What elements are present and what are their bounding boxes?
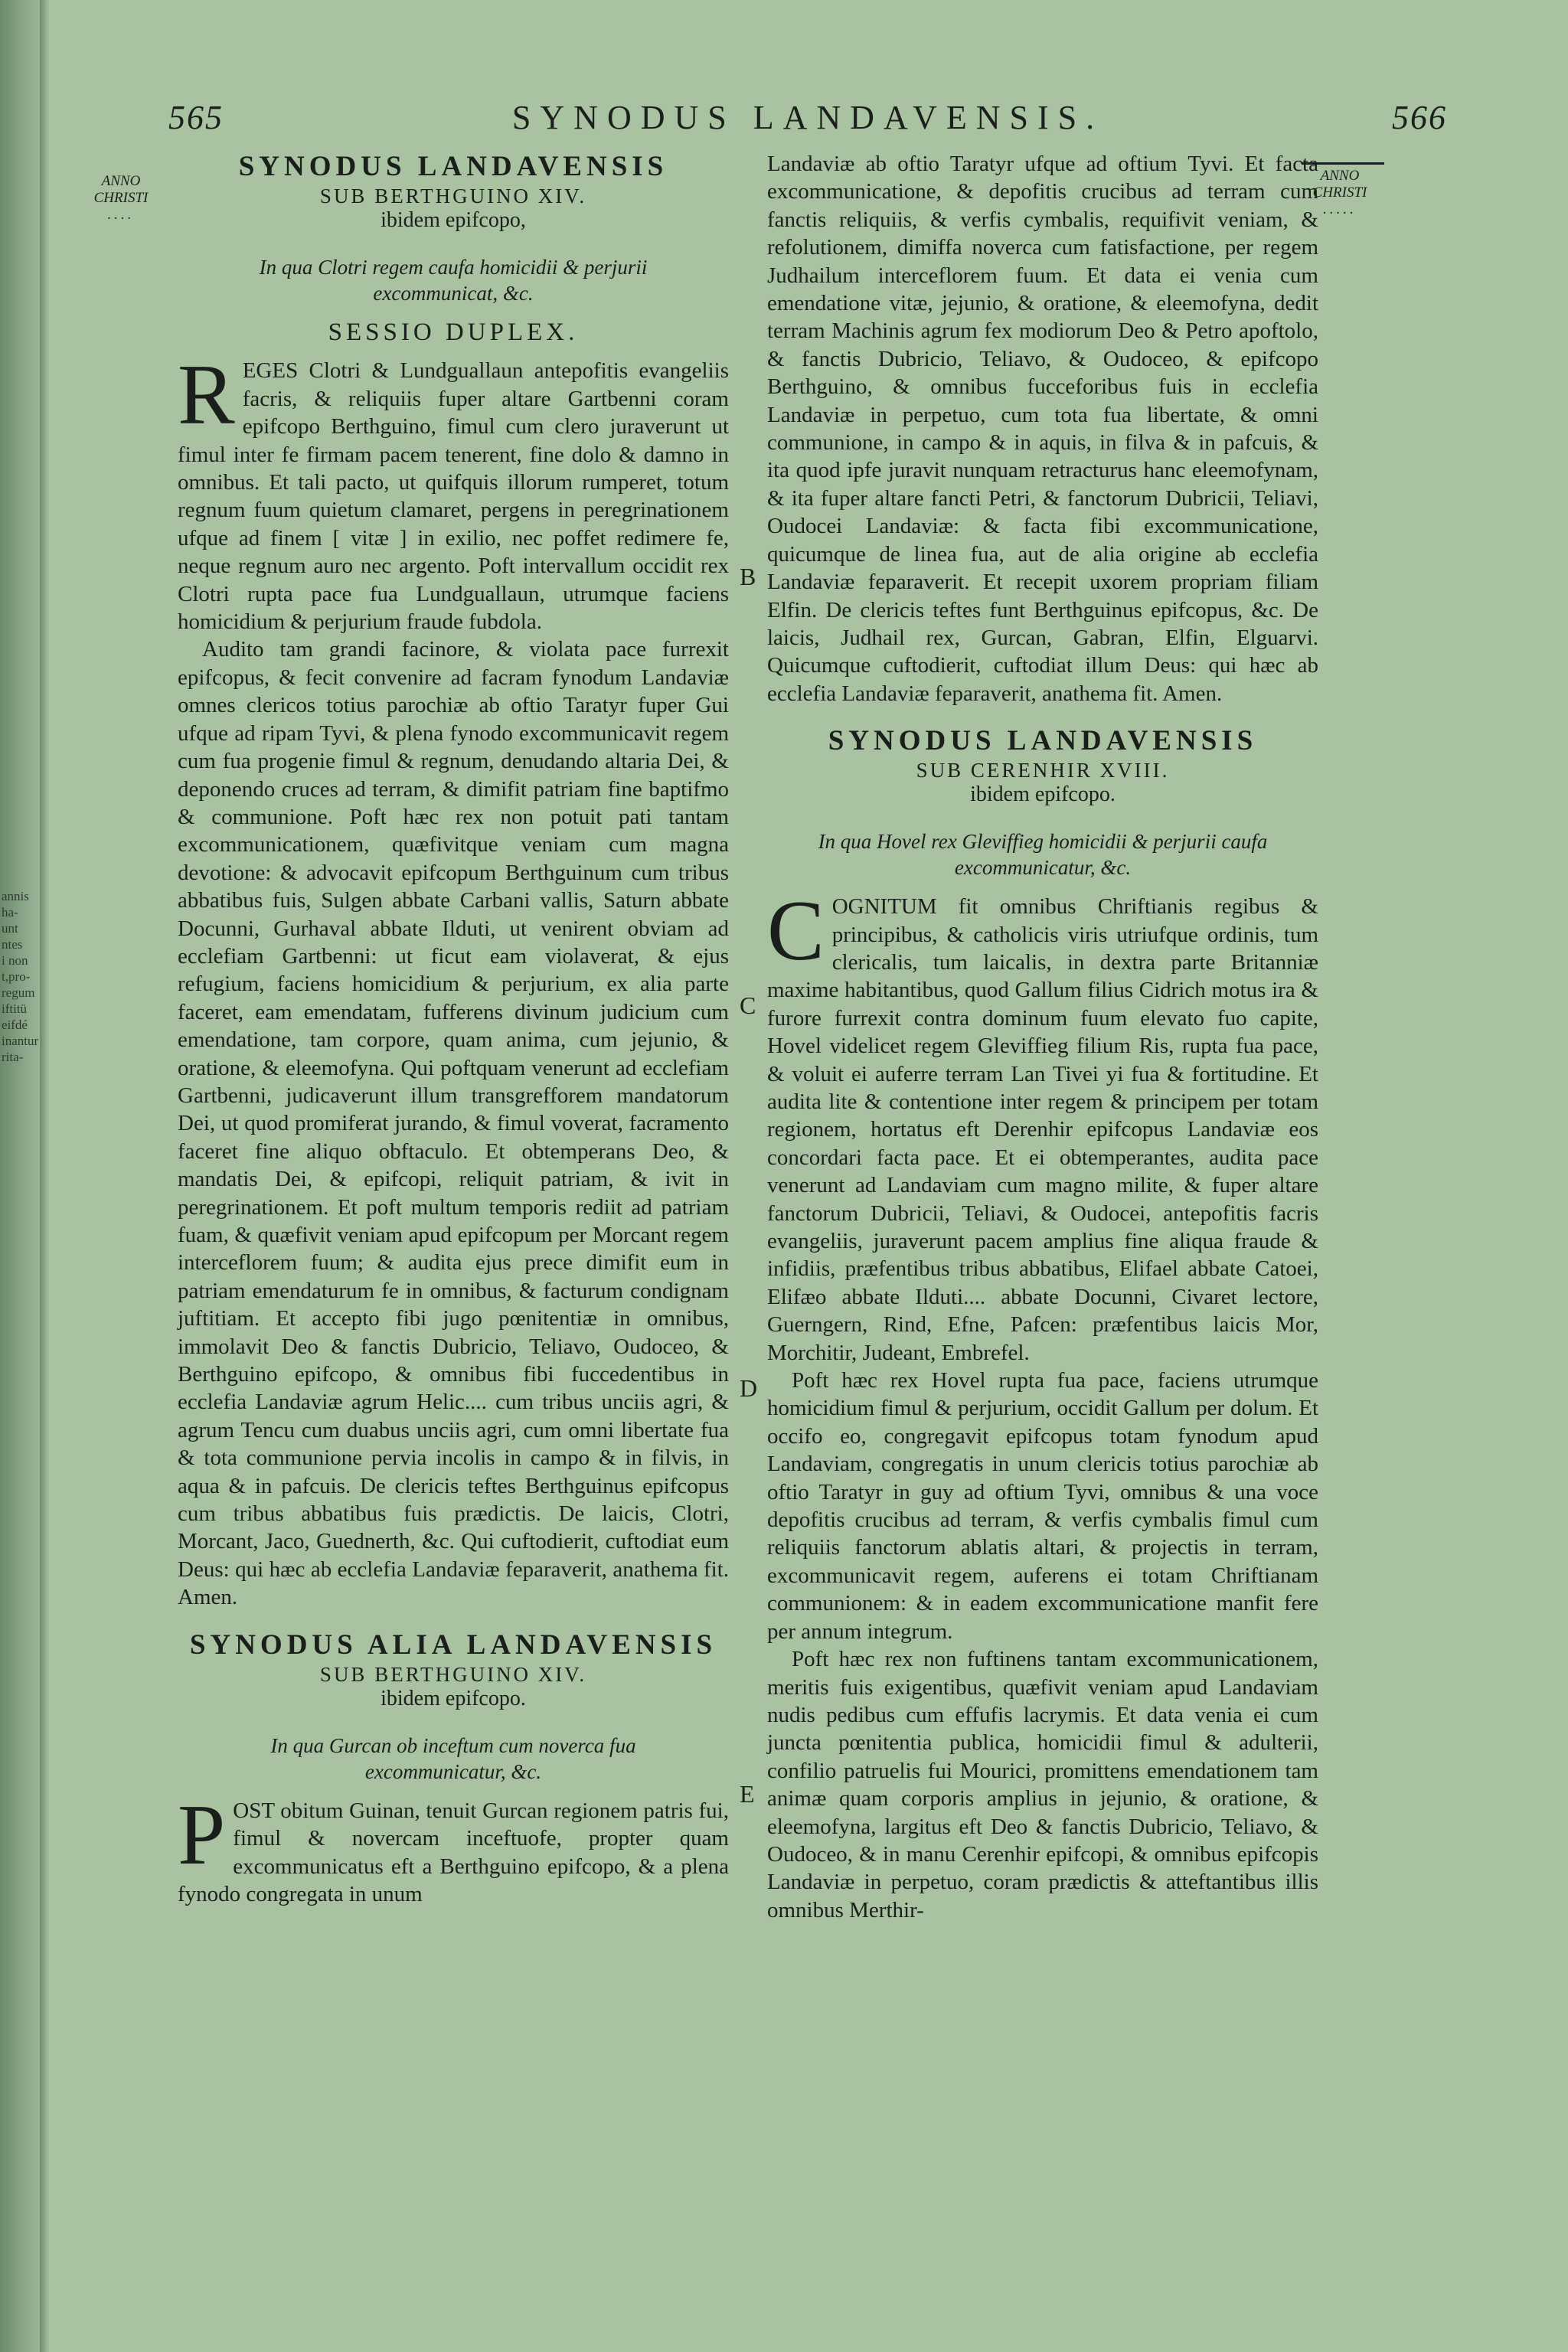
anno-label: ANNO [101,173,141,189]
paragraph [178,1787,729,1909]
drop-cap: R [178,348,235,443]
section-title: SYNODUS ALIA LANDAVENSIS [189,1628,717,1661]
running-head [168,98,1447,144]
paragraph-text: OGNITUM fit omnibus Chriftianis regibus & principibus, & catholicis viris utriufque ordinis, tum clericalis, tum laicalis, in dextra parte Britanniæ maxime habitantibus, quod Gallum filius Cidrich motus ira & furore furrexit contra dominum fuum elevato fuo capite, Hovel videlicet regem Gleviffieg filium Ris, rupta fua pace, & voluit ei auferre terram Lan Tivei yi fua & fortitudine. Et audita lite & contentione inter regem & principem per totam regionem, hortatus eft Derenhir epifcopus Landaviæ eos concordari facta pace. Et ei obtemperantes, audita pace venerunt ad Landaviam cum magno milite, & fuper altare fanctorum Dubricii, Teliavi, & Oudocei, antepofitis facris evangeliis, juraverunt pacem amplius fine aliqua fraude & infidiis, præfentibus tribus abbatibus, Elifael abbate Catoei, Elifæo abbate Ilduti.... abbate Docunni, Civaret lectore, Guerngern, Rind, Efne, Pafcen: præfentibus laicis Mor, Morchitir, Judeant, Embrefel. [767,894,1318,1365]
fragment-line: ntes [2,937,23,952]
year-placeholder: ..... [1323,201,1357,217]
page-number-left: 565 [168,99,224,136]
fragment-line: rita- [2,1050,24,1064]
paragraph: Audito tam grandi facinore, & violata pace furrexit epifcopus, & fecit convenire ad facram fynodum Landaviæ omnes clericos totius parochiæ ab oftio Taratyr fuper Gui ufque ad ripam Tyvi, & plena fynodo excommunicavit regem cum fua progenie fimul & regnum, denudando altaria Dei, & deponendo cruces ad terram, & dimifit patriam fine baptifmo & communione. Poft hæc rex non potuit pati tantam excommunicationem, quæfivitque veniam cum magna devotione: & advocavit epifcopum Berthguinum cum tribus abbatibus fuis, Sulgen abbate Carbani vallis, Saturn abbate Docunni, Gurhaval abbate Ilduti, ut venirent obviam ad ecclefiam Gartbenni: ut ficut eam violaverat, & ejus refugium, faciens homicidium & perjurium, ex alia parte faceret, eam emendatam, fufferens divinum judicium cum emendatione, tam corpore, quam anima, cum jejunio, & oratione, & eleemofyna. Qui poftquam venerunt ad ecclefiam Gartbenni, judicaverunt illum transgrefforem mandatorum Dei, ut quod promiferat jurando, & fimul voverat, facramento faceret fine aliquo obftaculo. Et obtemperans Deo, & mandatis Dei, & epifcopi, reliquit patriam, & ivit in peregrinationem. Et poft multum temporis rediit ad patriam fuam, & quæfivit veniam apud epifcopum per Morcant regem interceflorem fuum; & audita ejus prece dimifit eum in patriam emendaturum fe in omnibus, & facturum condignam juftitiam. Et accepto fibi jugo pœnitentiæ in omnibus, immolavit Deo & fanctis Dubricio, Teliavo, Oudoceo, & Berthguino epifcopo, & omnibus fibi fuccedentibus in ecclefia Landaviæ agrum Helic.... cum tribus unciis agri, & agrum Tencu cum duabus unciis agri, cum omni libertate fua & tota communione pervia incolis in campo & in filvis, in aqua & in pafcuis. De clericis teftes Berthguinus epifcopus cum tribus abbatibus fuis prædictis. De laicis, Clotri, Morcant, Jaco, Guednerth, &c. Qui cuftodierit, cuftodiat eum Deus: qui hæc ab ecclefia Landaviæ feparaverit, anathema fit. Amen. [178,637,729,1610]
spacer [178,1612,729,1628]
fragment-line: unt [2,921,18,936]
page-number-right: 566 [1392,99,1447,136]
section-subtitle-2: ibidem epifcopo, [381,208,526,232]
fragment-line: ha- [2,905,18,920]
margin-letter-c: C [740,991,756,1019]
fragment-line: iftitü [2,1001,28,1016]
christi-label: CHRISTI [93,190,149,206]
drop-cap: C [767,884,825,979]
anno-label: ANNO [1320,168,1360,184]
previous-page-fragment [2,888,44,1065]
section-summary: In qua Gurcan ob inceftum cum noverca fua excommunicatur, &c. [270,1733,636,1783]
year-placeholder: .... [107,207,135,223]
paragraph: Poft hæc rex non fuftinens tantam excommunicationem, meritis fuis exigentibus, quæfivit veniam apud Landaviam nudis pedibus cum effufis lacrymis. Et data venia ei cum juncta pœnitentia publica, homicidii fimul & adulterii, confilio patruelis fui Mourici, promittens emendationem tam animæ quam corporis amplius in jejunio, & oratione, & eleemofyna, largitus eft Deo & fanctis Dubricio, Teliavo, & Oudoceo, & in manu Cerenhir epifcopi, & omnibus epifcopis Landaviæ in perpetuo, coram prædictis & atteftantibus illis omnibus Merthir- [767,1647,1318,1922]
running-title: SYNODUS LANDAVENSIS. [511,99,1104,136]
spacer [767,707,1318,724]
anno-christi-left [83,173,159,224]
section-subtitle-2: ibidem epifcopo. [381,1686,526,1710]
section-title: SYNODUS LANDAVENSIS [238,151,668,182]
left-column [178,150,729,1908]
paragraph: Poft hæc rex Hovel rupta fua pace, faciens utrumque homicidium fimul & perjurium, occidit Gallum per dolum. Et occifo eo, congregavit epifcopus totam fynodum apud Landaviam, congregatis in unum clericis totius parochiæ ab oftio Taratyr in guy ad oftium Tyvi, omnibus & una voce depofitis crucibus ad terram, & verfis cymbalis fimul cum reliquiis fanctorum ablatis altari, & projectis in terram, excommunicavit regem, auferens ei totam Chriftianam communionem: & in eadem excommunicatione manfit fere per annum integrum. [767,1368,1318,1644]
paragraph [767,884,1318,1367]
christi-label: CHRISTI [1312,185,1367,201]
fragment-line: annis [2,889,29,903]
paragraph-text: EGES Clotri & Lundguallaun antepofitis evangeliis facris, & reliquiis fuper altare Gartbenni coram epifcopo Berthguino, fimul cum clero juraverunt ut fimul inter fe firmam pacem tenerent, fine dolo & damno in omnibus. Et tali pacto, ut quifquis illorum rumperet, totum regnum fuum quietum clamaret, pergens in peregrinationem ufque ad finem [ vitæ ] in exilio, nec poffet redimere fe, neque regnum auro nec argento. Poft intervallum occidit rex Clotri rupta pace fua Lundguallaun, utrumque faciens homicidium & perjurium fraude fubdola. [178,358,729,635]
section-summary: In qua Hovel rex Gleviffieg homicidii & perjurii caufa excommunicatur, &c. [818,830,1268,880]
margin-letter-d: D [740,1374,758,1402]
section-subtitle: SUB BERTHGUINO XIV. [319,1662,587,1686]
right-column [767,150,1318,1924]
fragment-line: eifdé [2,1018,28,1032]
section-subtitle-2: ibidem epifcopo. [970,782,1116,807]
sessio-heading: SESSIO DUPLEX. [328,318,579,346]
paragraph: Landaviæ ab oftio Taratyr ufque ad oftium Tyvi. Et facta excommunicatione, & depofitis crucibus ad terram cum fanctis reliquiis, & verfis cymbalis, requifivit veniam, & refolutionem, dimiffa noverca cum fatisfactione, per regem Judhailum interceflorem fuum. Et data ei venia cum emendatione vitæ, jejunio, & oratione, & eleemofyna, dedit terram Machinis agrum fex modiorum Deo & Petro apoftolo, & fanctis Dubricio, Teliavo, & Oudoceo, & epifcopo Berthguino, & omnibus fucceforibus fuis in ecclefia Landaviæ in perpetuo, cum tota fua libertate, & omni communione, in campo & in aquis, in filva & in pafcuis, & ita quod ipfe juravit nunquam retracturus hanc eleemofynam, & ita fuper altare fancti Petri, & fanctorum Dubricii, Teliavi, Oudocei Landaviæ: & facta fibi excommunicatione, quicumque de linea fua, aut de alia origine ab ecclefia Landaviæ feparaverit. Et recepit uxorem propriam filiam Elfin. De clericis teftes funt Berthguinus epifcopus, &c. De laicis, Judhail rex, Gurcan, Gabran, Elfin, Elguarvi. Quicumque cuftodierit, cuftodiat illum Deus: qui hæc ab ecclefia Landaviæ feparaverit, anathema fit. Amen. [767,152,1318,706]
gutter-shadow [40,0,47,2352]
margin-letter-b: B [740,563,756,590]
section-subtitle: SUB CERENHIR XVIII. [916,759,1170,782]
section-subtitle: SUB BERTHGUINO XIV. [319,185,587,207]
fragment-line: t,pro- [2,969,31,984]
fragment-line: i non [2,953,28,968]
drop-cap: P [178,1787,226,1883]
section-title: SYNODUS LANDAVENSIS [828,725,1258,757]
margin-letter-e: E [740,1780,755,1808]
paragraph-text: OST obitum Guinan, tenuit Gurcan regionem patris fui, fimul & novercam inceftuofe, propter quam excommunicatus eft a Berthguino epifcopo, & a plena fynodo congregata in unum [178,1798,729,1906]
fragment-line: inantur [2,1034,39,1048]
fragment-line: regum [2,985,35,1000]
section-summary: In qua Clotri regem caufa homicidii & perjurii excommunicat, &c. [259,256,648,305]
paragraph [178,348,729,635]
